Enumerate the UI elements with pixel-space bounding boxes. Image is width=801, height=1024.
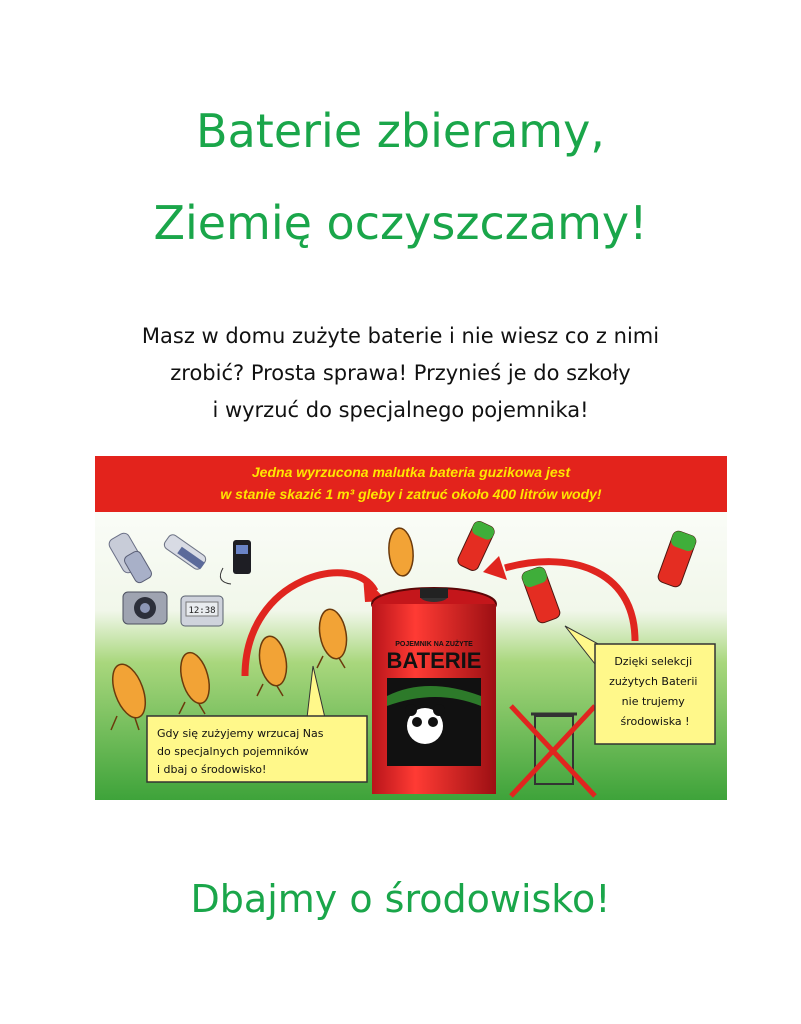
banner-text-2: w stanie skazić 1 m³ gleby i zatruć około 400 litrów wody! — [220, 486, 602, 502]
bin-label-small: POJEMNIK NA ZUŻYTE — [395, 641, 473, 648]
bubble-left-line-2: do specjalnych pojemników — [157, 745, 309, 758]
bubble-right-line-2: zużytych Baterii — [609, 675, 698, 688]
bubble-right-line-3: nie trujemy — [621, 695, 685, 708]
battery-collection-bin — [372, 588, 496, 794]
heading-line-1: Baterie zbieramy, — [196, 104, 605, 158]
intro-paragraph — [0, 318, 801, 429]
bin-label-big: BATERIE — [386, 648, 482, 673]
intro-line-2: zrobić? Prosta sprawa! Przynieś je do szkoły — [170, 361, 631, 385]
intro-line-1: Masz w domu zużyte baterie i nie wiesz co z nimi — [141, 324, 660, 348]
bubble-right-line-4: środowiska ! — [620, 715, 690, 728]
bubble-left-line-1: Gdy się zużyjemy wrzucaj Nas — [157, 727, 324, 740]
heading-line-2: Ziemię oczyszczamy! — [153, 196, 648, 250]
battery-recycling-poster — [95, 456, 727, 800]
clock-display: 12:38 — [188, 606, 216, 616]
banner-text-1: Jedna wyrzucona malutka bateria guzikowa jest — [251, 464, 571, 480]
bubble-right-line-1: Dzięki selekcji — [614, 655, 693, 668]
camera-icon — [123, 592, 167, 624]
footer-slogan: Dbajmy o środowisko! — [190, 877, 611, 921]
bubble-left-line-3: i dbaj o środowisko! — [157, 763, 267, 776]
intro-line-3: i wyrzuć do specjalnego pojemnika! — [212, 398, 589, 422]
alarm-clock-icon — [181, 596, 223, 626]
